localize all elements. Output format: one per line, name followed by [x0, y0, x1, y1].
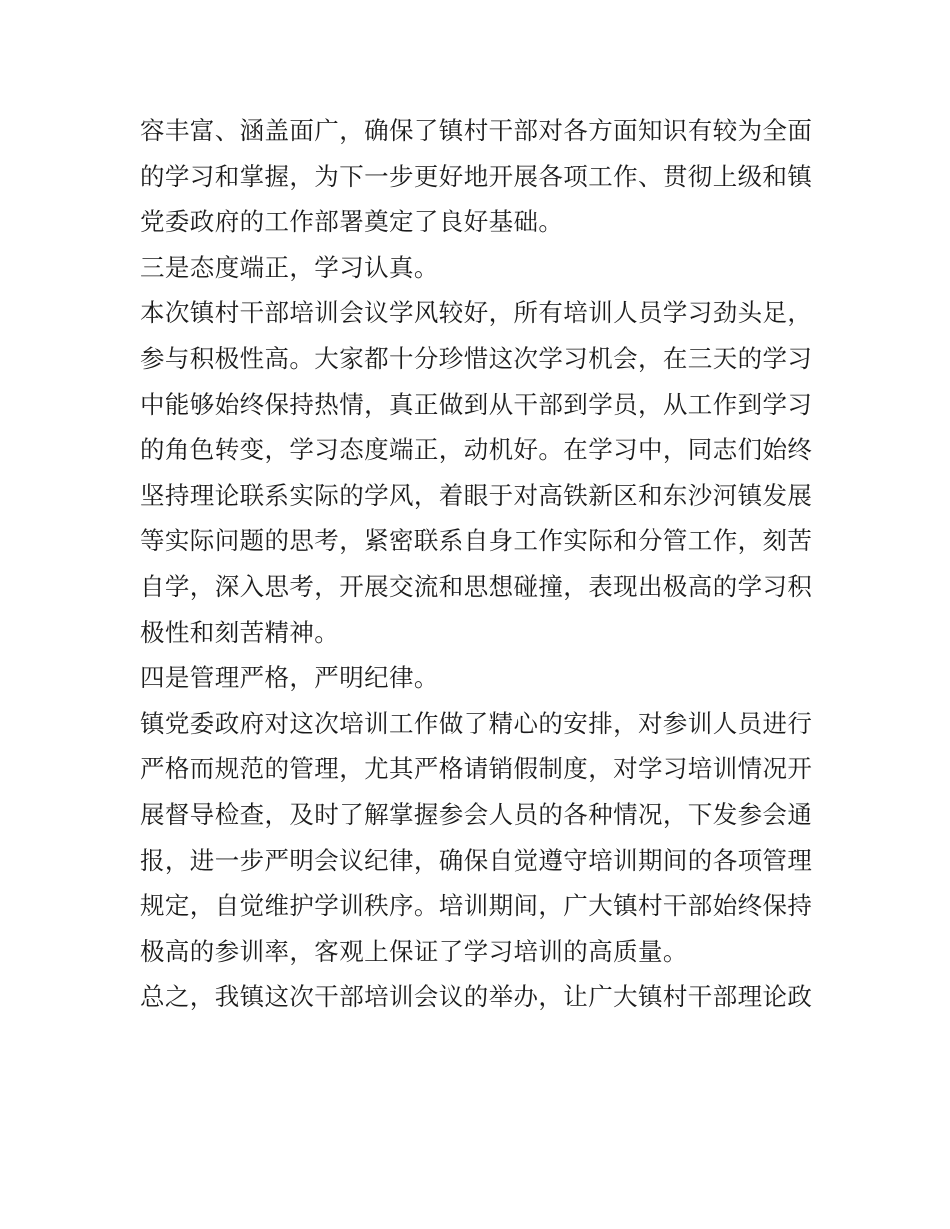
body-line: 自学，深入思考，开展交流和思想碰撞，表现出极高的学习积 [140, 571, 813, 601]
section-heading: 三是态度端正，学习认真。 [140, 252, 439, 282]
document-body [140, 108, 820, 1020]
body-line: 报，进一步严明会议纪律，确保自觉遵守培训期间的各项管理 [140, 845, 813, 875]
body-line: 极高的参训率，客观上保证了学习培训的高质量。 [140, 936, 688, 966]
body-line: 总之，我镇这次干部培训会议的举办，让广大镇村干部理论政 [140, 982, 813, 1012]
body-line: 规定，自觉维护学训秩序。培训期间，广大镇村干部始终保持 [140, 891, 813, 921]
body-line: 严格而规范的管理，尤其严格请销假制度，对学习培训情况开 [140, 754, 813, 784]
body-line: 等实际问题的思考，紧密联系自身工作实际和分管工作，刻苦 [140, 526, 813, 556]
body-line: 展督导检查，及时了解掌握参会人员的各种情况，下发参会通 [140, 799, 813, 829]
body-line: 的角色转变，学习态度端正，动机好。在学习中，同志们始终 [140, 435, 813, 465]
body-line: 的学习和掌握，为下一步更好地开展各项工作、贯彻上级和镇 [140, 161, 813, 191]
body-line: 参与积极性高。大家都十分珍惜这次学习机会，在三天的学习 [140, 343, 813, 373]
body-line: 中能够始终保持热情，真正做到从干部到学员，从工作到学习 [140, 389, 813, 419]
body-line: 本次镇村干部培训会议学风较好，所有培训人员学习劲头足， [140, 298, 813, 328]
body-line: 镇党委政府对这次培训工作做了精心的安排，对参训人员进行 [140, 708, 813, 738]
section-heading: 四是管理严格，严明纪律。 [140, 663, 439, 693]
body-line: 党委政府的工作部署奠定了良好基础。 [140, 207, 564, 237]
body-line: 极性和刻苦精神。 [140, 617, 340, 647]
body-line: 容丰富、涵盖面广，确保了镇村干部对各方面知识有较为全面 [140, 116, 813, 145]
body-line: 坚持理论联系实际的学风，着眼于对高铁新区和东沙河镇发展 [140, 480, 813, 510]
